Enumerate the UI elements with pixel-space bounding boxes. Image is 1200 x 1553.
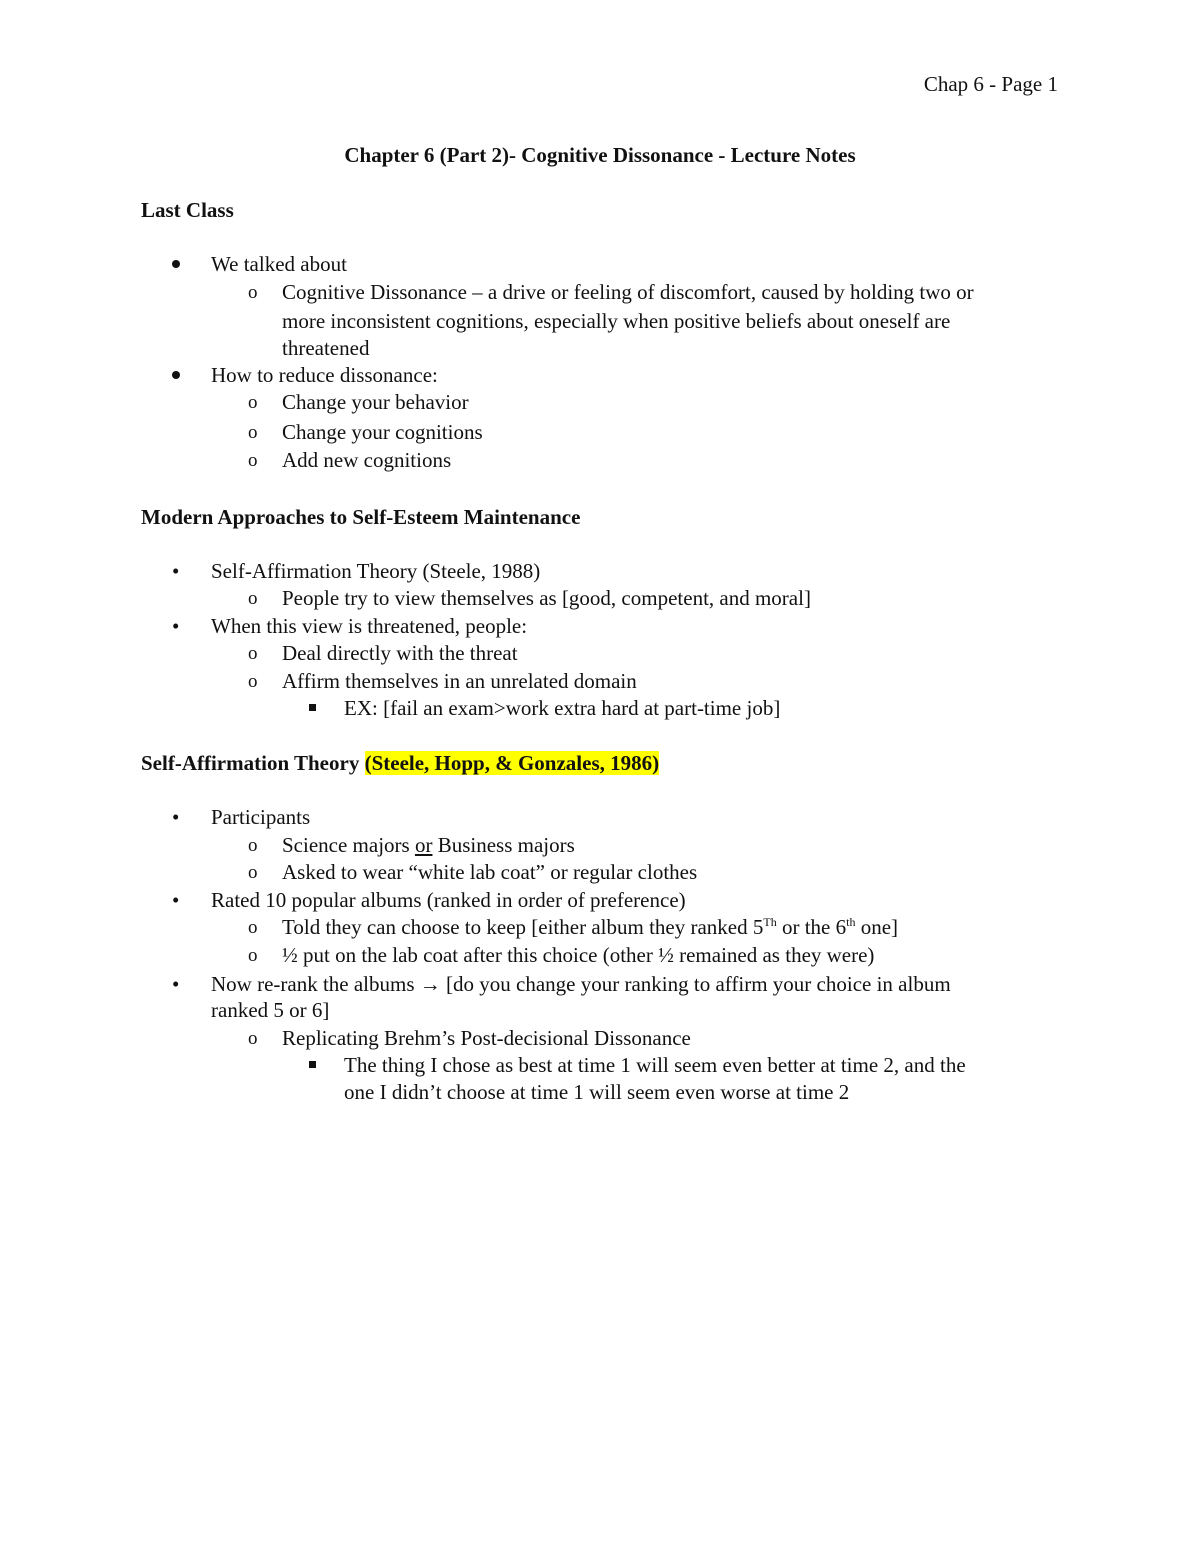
list-item [211,971,951,998]
list-item: Change your cognitions [282,420,483,444]
page-title: Chapter 6 (Part 2)- Cognitive Dissonance - Lecture Notes [344,143,856,167]
list-item: Self-Affirmation Theory (Steele, 1988) [211,559,541,583]
bullet-marker [172,362,180,389]
sub-bullet-marker: o [248,422,258,443]
list-item: Add new cognitions [282,448,452,472]
text-run: or the 6 [776,915,847,939]
list-item: Change your behavior [282,390,469,414]
list-item: Cognitive Dissonance – a drive or feeling of discomfort, caused by holding two or [282,280,974,304]
bullet-marker [172,251,180,278]
sub-bullet-marker: o [248,1028,258,1049]
bullet-marker: • [172,972,180,996]
sub-bullet-marker: o [248,862,258,883]
sub-bullet-marker: o [248,643,258,664]
list-item: Participants [211,805,311,829]
list-item-continuation: ranked 5 or 6] [211,998,330,1022]
section-heading-self-affirmation [141,751,659,776]
list-item-continuation: one I didn’t choose at time 1 will seem even worse at time 2 [344,1080,850,1104]
sub-bullet-marker: o [248,392,258,413]
sub-bullet-marker: o [248,917,258,938]
superscript: th [846,915,856,929]
sub-bullet-marker: o [248,588,258,609]
sub-bullet-marker: o [248,671,258,692]
text-run: Business majors [432,833,575,857]
bullet-marker: • [172,559,180,583]
list-item: Deal directly with the threat [282,641,518,665]
sub-bullet-marker: o [248,282,258,303]
section-heading-last-class: Last Class [141,198,234,222]
text-run: Told they can choose to keep [either album they ranked 5 [282,915,764,939]
list-item: EX: [fail an exam>work extra hard at part-time job] [344,696,781,720]
text-run: one] [855,915,899,939]
text-run: [do you change your ranking to affirm your choice in album [440,972,951,996]
bullet-marker: • [172,614,180,638]
underlined-word: or [414,833,433,857]
list-item: Replicating Brehm’s Post-decisional Dissonance [282,1026,691,1050]
sub-bullet-marker: o [248,945,258,966]
list-item: Affirm themselves in an unrelated domain [282,669,637,693]
highlighted-citation: (Steele, Hopp, & Gonzales, 1986) [364,751,660,775]
sub-bullet-marker: o [248,835,258,856]
heading-text: Self-Affirmation Theory [141,751,365,775]
list-item: We talked about [211,252,347,276]
page-header: Chap 6 - Page 1 [923,72,1058,96]
list-item: People try to view themselves as [good, competent, and moral] [282,586,811,610]
superscript: Th [763,915,777,929]
text-run: Now re-rank the albums [211,972,420,996]
list-item: How to reduce dissonance: [211,363,438,387]
list-item [282,914,898,941]
list-item-continuation: threatened [282,336,370,360]
text-run: Science majors [282,833,415,857]
list-item-continuation: more inconsistent cognitions, especially when positive beliefs about oneself are [282,309,951,333]
square-bullet-marker [309,695,316,722]
list-item: The thing I chose as best at time 1 will seem even better at time 2, and the [344,1053,966,1077]
bullet-marker: • [172,805,180,829]
bullet-marker: • [172,888,180,912]
square-bullet-marker [309,1052,316,1079]
list-item: When this view is threatened, people: [211,614,528,638]
list-item: Asked to wear “white lab coat” or regular clothes [282,860,698,884]
list-item: Rated 10 popular albums (ranked in order of preference) [211,888,686,912]
list-item: ½ put on the lab coat after this choice (other ½ remained as they were) [282,943,875,967]
list-item [282,832,575,859]
sub-bullet-marker: o [248,450,258,471]
arrow-icon: → [419,972,441,996]
section-heading-modern-approaches: Modern Approaches to Self-Esteem Maintenance [141,505,581,529]
